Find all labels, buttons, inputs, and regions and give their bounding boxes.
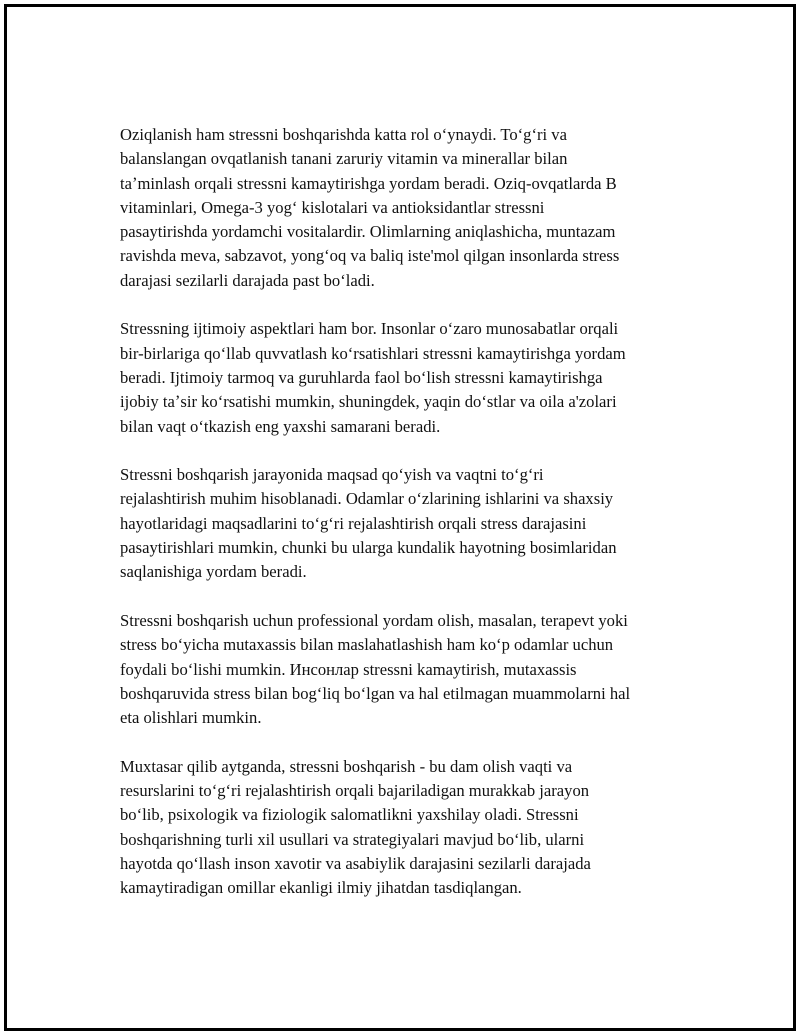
text-line: boshqarishning turli xil usullari va strategiyalari mavjud boʻlib, ularni: [120, 829, 585, 849]
paragraph-conclusion: [120, 755, 700, 901]
text-line: beradi. Ijtimoiy tarmoq va guruhlarda faol boʻlish stressni kamaytirishga: [120, 367, 603, 387]
text-line: darajasi sezilarli darajada past boʻladi.: [120, 270, 375, 290]
text-line: ravishda meva, sabzavot, yongʻoq va baliq iste'mol qilgan insonlarda stress: [120, 246, 620, 266]
text-line: foydali boʻlishi mumkin. Инсонлар stressni kamaytirish, mutaxassis: [120, 659, 577, 679]
text-line: Stressning ijtimoiy aspektlari ham bor. Insonlar oʻzaro munosabatlar orqali: [120, 319, 619, 339]
text-line: bilan vaqt oʻtkazish eng yaxshi samarani beradi.: [120, 416, 441, 436]
text-line: Oziqlanish ham stressni boshqarishda katta rol oʻynaydi. Toʻgʻri va: [120, 125, 567, 144]
text-line: bir-birlariga qoʻllab quvvatlash koʻrsatishlari stressni kamaytirishga yordam: [120, 343, 626, 363]
paragraph-goal-planning: [120, 463, 700, 584]
text-line: balanslangan ovqatlanish tanani zaruriy vitamin va minerallar bilan: [120, 149, 568, 169]
text-line: taʼminlash orqali stressni kamaytirishga yordam beradi. Oziq-ovqatlarda B: [120, 173, 617, 193]
text-line: Stressni boshqarish jarayonida maqsad qoʻyish va vaqtni toʻgʻri: [120, 465, 544, 485]
text-line: pasaytirishlari mumkin, chunki bu ularga kundalik hayotning bosimlaridan: [120, 538, 617, 558]
text-line: Muxtasar qilib aytganda, stressni boshqarish - bu dam olish vaqti va: [120, 756, 573, 776]
text-line: hayotlaridagi maqsadlarini toʻgʻri rejalashtirish orqali stress darajasini: [120, 513, 587, 533]
page-frame: [4, 4, 796, 1031]
text-line: boʻlib, psixologik va fiziologik salomatlikni yaxshilay oladi. Stressni: [120, 805, 579, 825]
text-line: Stressni boshqarish uchun professional yordam olish, masalan, terapevt yoki: [120, 610, 628, 630]
text-line: boshqaruvida stress bilan bogʻliq boʻlgan va hal etilmagan muammolarni hal: [120, 683, 631, 703]
paragraph-professional-help: [120, 609, 700, 730]
text-line: pasaytirishda yordamchi vositalardir. Olimlarning aniqlashicha, muntazam: [120, 222, 616, 242]
text-line: resurslarini toʻgʻri rejalashtirish orqali bajariladigan murakkab jarayon: [120, 781, 590, 801]
text-line: saqlanishiga yordam beradi.: [120, 562, 307, 582]
text-line: stress boʻyicha mutaxassis bilan maslahatlashish ham koʻp odamlar uchun: [120, 635, 614, 655]
paragraph-social-aspects: [120, 317, 700, 438]
text-line: ijobiy taʼsir koʻrsatishi mumkin, shuningdek, yaqin doʻstlar va oila a'zolari: [120, 392, 617, 412]
text-line: rejalashtirish muhim hisoblanadi. Odamlar oʻzlarining ishlarini va shaxsiy: [120, 489, 614, 509]
text-line: kamaytiradigan omillar ekanligi ilmiy jihatdan tasdiqlangan.: [120, 878, 522, 898]
text-line: hayotda qoʻllash inson xavotir va asabiylik darajasini sezilarli darajada: [120, 853, 591, 873]
paragraph-nutrition: [120, 123, 700, 293]
document-body: [120, 123, 700, 925]
text-line: eta olishlari mumkin.: [120, 708, 262, 728]
text-line: vitaminlari, Omega-3 yogʻ kislotalari va antioksidantlar stressni: [120, 197, 545, 217]
